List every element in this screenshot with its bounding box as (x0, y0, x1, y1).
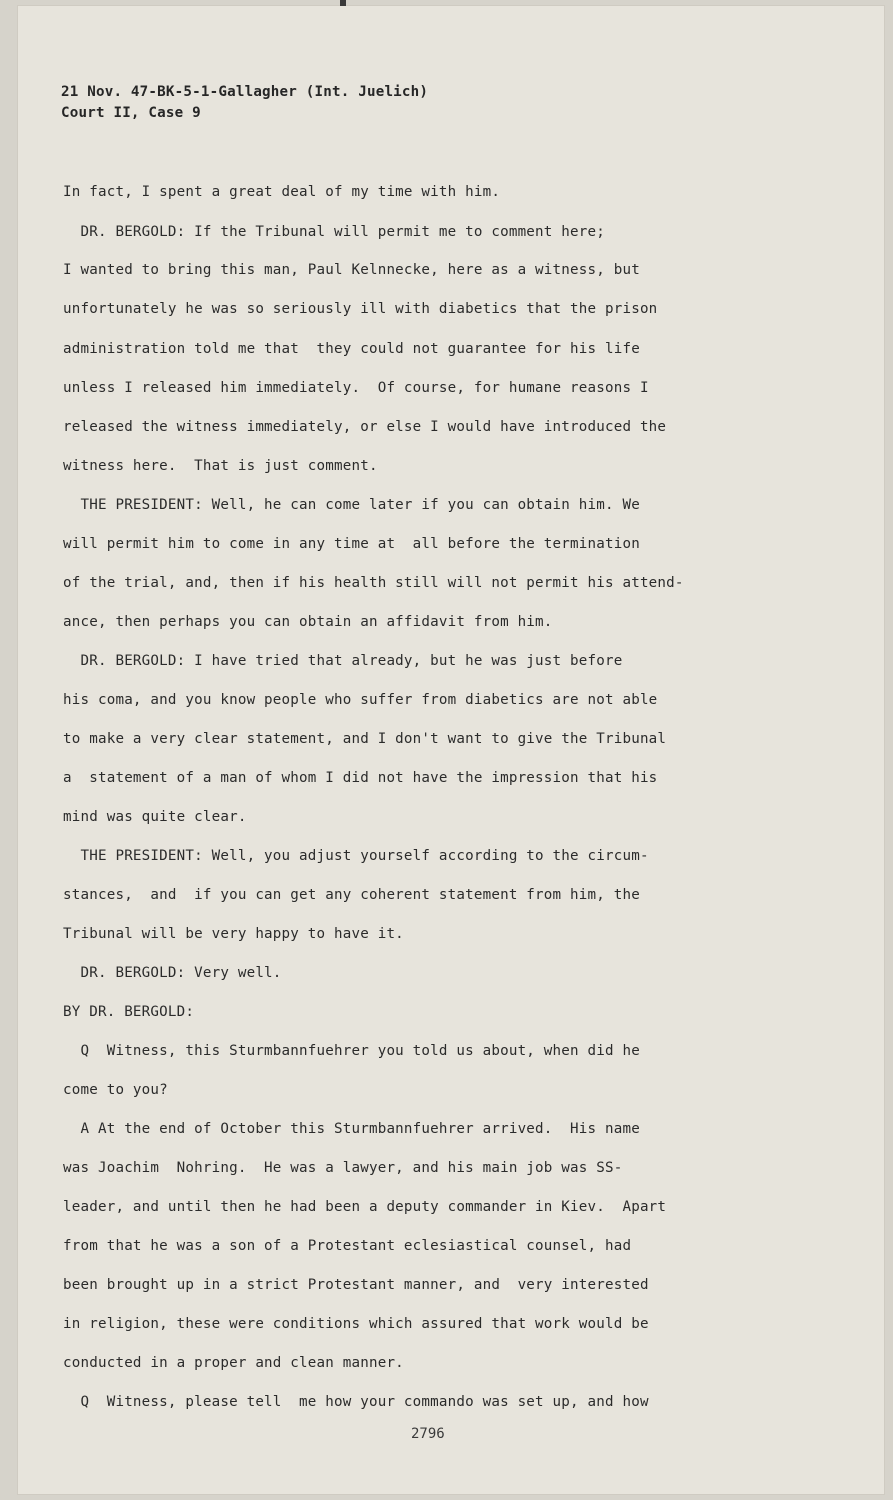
body-line: Q Witness, this Sturmbannfuehrer you told us about, when did he (63, 1043, 640, 1059)
header-line-2: Court II, Case 9 (61, 105, 201, 121)
body-line: THE PRESIDENT: Well, you adjust yourself according to the circum- (63, 848, 649, 864)
body-line: been brought up in a strict Protestant manner, and very interested (63, 1277, 649, 1293)
body-line: from that he was a son of a Protestant eclesiastical counsel, had (63, 1238, 632, 1254)
body-line: THE PRESIDENT: Well, he can come later if you can obtain him. We (63, 497, 640, 513)
body-line: was Joachim Nohring. He was a lawyer, and his main job was SS- (63, 1160, 623, 1176)
body-line: I wanted to bring this man, Paul Kelnnecke, here as a witness, but (63, 262, 640, 278)
body-line: to make a very clear statement, and I don't want to give the Tribunal (63, 731, 667, 747)
body-line: released the witness immediately, or else I would have introduced the (63, 419, 667, 435)
body-line: DR. BERGOLD: Very well. (63, 965, 282, 981)
body-line: will permit him to come in any time at all before the termination (63, 536, 640, 552)
page-number: 2796 (411, 1426, 445, 1442)
body-line: leader, and until then he had been a deputy commander in Kiev. Apart (63, 1199, 667, 1215)
body-line: in religion, these were conditions which assured that work would be (63, 1316, 649, 1332)
body-line: BY DR. BERGOLD: (63, 1004, 195, 1020)
body-line: A At the end of October this Sturmbannfuehrer arrived. His name (63, 1121, 640, 1137)
body-line: unless I released him immediately. Of course, for humane reasons I (63, 380, 649, 396)
body-line: administration told me that they could not guarantee for his life (63, 341, 640, 357)
body-line: unfortunately he was so seriously ill with diabetics that the prison (63, 301, 658, 317)
body-line: a statement of a man of whom I did not have the impression that his (63, 770, 658, 786)
body-line: witness here. That is just comment. (63, 458, 378, 474)
body-line: conducted in a proper and clean manner. (63, 1355, 404, 1371)
body-line: Q Witness, please tell me how your commando was set up, and how (63, 1394, 649, 1410)
body-line: DR. BERGOLD: I have tried that already, but he was just before (63, 653, 623, 669)
body-line: stances, and if you can get any coherent statement from him, the (63, 887, 640, 903)
body-line: Tribunal will be very happy to have it. (63, 926, 404, 942)
body-line: mind was quite clear. (63, 809, 247, 825)
body-line: of the trial, and, then if his health still will not permit his attend- (63, 575, 684, 591)
body-line: DR. BERGOLD: If the Tribunal will permit me to comment here; (63, 224, 605, 240)
header-line-1: 21 Nov. 47-BK-5-1-Gallagher (Int. Juelich) (61, 84, 429, 100)
body-line: ance, then perhaps you can obtain an affidavit from him. (63, 614, 553, 630)
body-line: his coma, and you know people who suffer from diabetics are not able (63, 692, 658, 708)
body-line: In fact, I spent a great deal of my time with him. (63, 184, 501, 200)
document-page (18, 6, 884, 1494)
body-line: come to you? (63, 1082, 168, 1098)
